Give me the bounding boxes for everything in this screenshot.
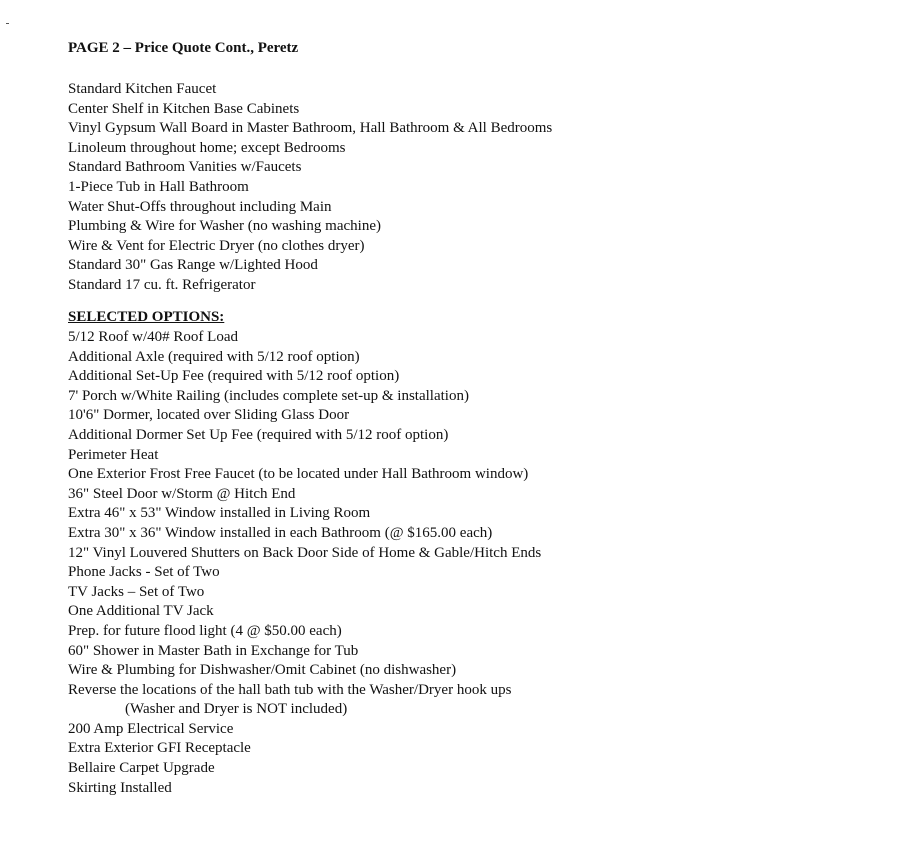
list-item: Wire & Vent for Electric Dryer (no clothes dryer) (68, 237, 365, 254)
list-item: Extra Exterior GFI Receptacle (68, 740, 251, 757)
list-item: Vinyl Gypsum Wall Board in Master Bathroom, Hall Bathroom & All Bedrooms (68, 120, 553, 137)
list-item: Bellaire Carpet Upgrade (68, 760, 215, 777)
standard-items-list (68, 80, 552, 296)
list-item: Water Shut-Offs throughout including Main (68, 198, 332, 215)
list-item: Linoleum throughout home; except Bedrooms (68, 139, 346, 156)
list-item: Additional Set-Up Fee (required with 5/12 roof option) (68, 368, 400, 385)
list-item: 5/12 Roof w/40# Roof Load (68, 329, 238, 345)
list-item: Extra 46" x 53" Window installed in Living Room (68, 505, 371, 522)
list-item: TV Jacks – Set of Two (68, 583, 205, 600)
list-item: Additional Axle (required with 5/12 roof option) (68, 348, 360, 365)
list-item: 60" Shower in Master Bath in Exchange for Tub (68, 642, 359, 659)
list-item: Extra 30" x 36" Window installed in each Bathroom (@ $165.00 each) (68, 524, 493, 541)
list-item: Center Shelf in Kitchen Base Cabinets (68, 100, 300, 117)
list-item: 1-Piece Tub in Hall Bathroom (68, 178, 249, 195)
list-item: 10'6" Dormer, located over Sliding Glass Door (68, 407, 350, 424)
scan-mark (6, 23, 9, 24)
list-item: 36" Steel Door w/Storm @ Hitch End (68, 485, 296, 502)
selected-options-list (68, 328, 541, 798)
selected-options-heading: SELECTED OPTIONS: (68, 309, 225, 325)
list-item: Standard Bathroom Vanities w/Faucets (68, 159, 302, 176)
list-item: Additional Dormer Set Up Fee (required with 5/12 roof option) (68, 426, 449, 443)
list-item: One Exterior Frost Free Faucet (to be located under Hall Bathroom window) (68, 466, 529, 483)
list-item: 12" Vinyl Louvered Shutters on Back Door Side of Home & Gable/Hitch Ends (68, 544, 542, 561)
list-item: Prep. for future flood light (4 @ $50.00 each) (68, 622, 342, 639)
list-item: Phone Jacks - Set of Two (68, 564, 220, 581)
list-item: 7' Porch w/White Railing (includes complete set-up & installation) (68, 387, 469, 404)
list-item: Standard Kitchen Faucet (68, 81, 217, 97)
list-item: 200 Amp Electrical Service (68, 720, 234, 737)
list-item: One Additional TV Jack (68, 603, 214, 620)
list-item: Standard 30" Gas Range w/Lighted Hood (68, 257, 318, 274)
list-item: Skirting Installed (68, 779, 172, 796)
list-item: Standard 17 cu. ft. Refrigerator (68, 276, 256, 293)
list-item: Reverse the locations of the hall bath tub with the Washer/Dryer hook ups (68, 681, 512, 698)
list-item-note: (Washer and Dryer is NOT included) (125, 701, 348, 718)
list-item: Perimeter Heat (68, 446, 159, 463)
list-item: Wire & Plumbing for Dishwasher/Omit Cabinet (no dishwasher) (68, 662, 457, 679)
list-item: Plumbing & Wire for Washer (no washing machine) (68, 218, 381, 235)
page-title: PAGE 2 – Price Quote Cont., Peretz (68, 40, 299, 56)
